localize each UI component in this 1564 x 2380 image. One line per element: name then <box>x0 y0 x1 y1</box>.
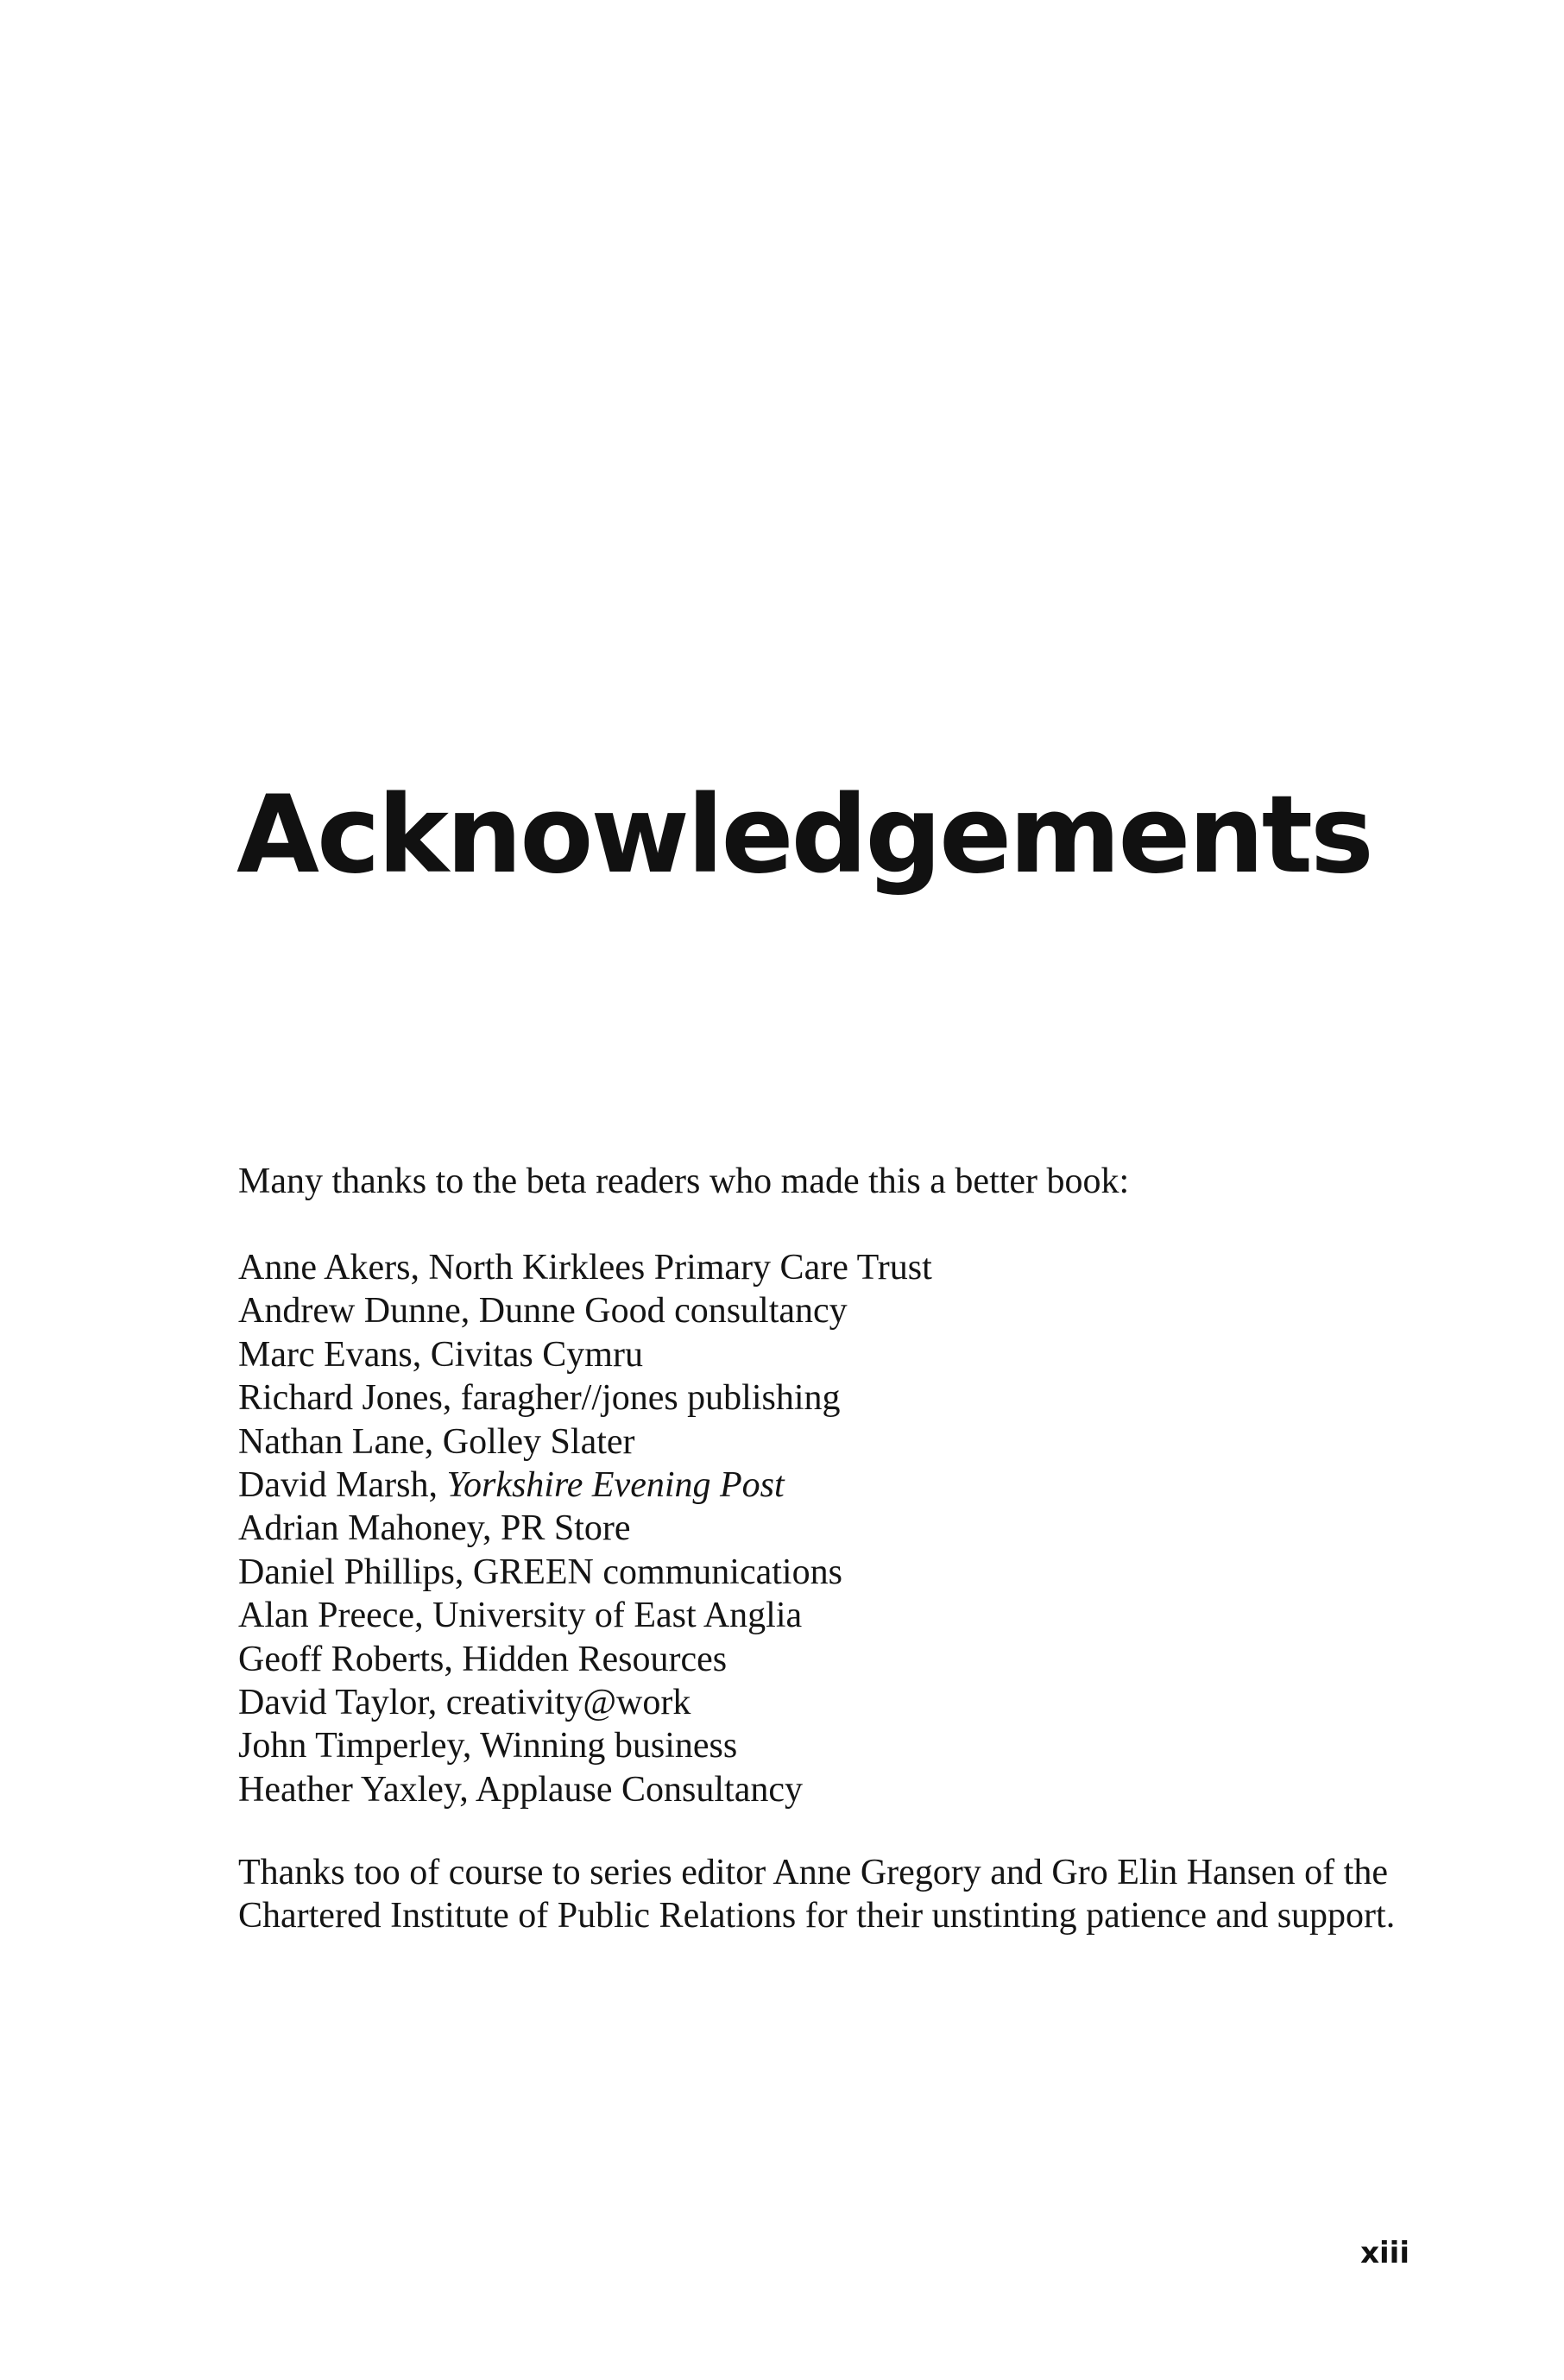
reader-org: GREEN communications <box>472 1552 842 1592</box>
reader-name: Daniel Phillips <box>238 1552 455 1592</box>
reader-org: Dunne Good consultancy <box>478 1291 848 1332</box>
reader-org: University of East Anglia <box>432 1596 803 1636</box>
reader-name: Heather Yaxley <box>238 1769 460 1810</box>
reader-name: David Taylor <box>238 1683 428 1723</box>
reader-name: Marc Evans <box>238 1334 413 1375</box>
closing-paragraph: Thanks too of course to series editor Anne Gregory and Gro Elin Hansen of the Chartered Institute of Public Relations for their unstinting patience and support. <box>238 1853 1396 1936</box>
reader-item: Geoff Roberts, Hidden Resources <box>238 1639 728 1679</box>
reader-item: David Marsh, Yorkshire Evening Post <box>238 1465 785 1506</box>
reader-org: faragher//jones publishing <box>460 1378 841 1419</box>
reader-item: John Timperley, Winning business <box>238 1726 738 1766</box>
reader-name: Adrian Mahoney <box>238 1508 483 1549</box>
reader-org: creativity@work <box>445 1683 691 1723</box>
reader-name: John Timperley <box>238 1726 463 1766</box>
reader-item: Alan Preece, University of East Anglia <box>238 1596 803 1636</box>
reader-org: PR Store <box>501 1508 631 1549</box>
reader-org: Civitas Cymru <box>430 1334 643 1375</box>
page-number: xiii <box>1360 2236 1409 2270</box>
page-title: Acknowledgements <box>236 773 1372 897</box>
reader-org: Yorkshire Evening Post <box>446 1465 785 1506</box>
reader-item: Andrew Dunne, Dunne Good consultancy <box>238 1291 848 1332</box>
reader-name: Richard Jones <box>238 1378 443 1419</box>
reader-item: David Taylor, creativity@work <box>238 1683 691 1723</box>
reader-name: Andrew Dunne <box>238 1291 461 1332</box>
reader-item: Heather Yaxley, Applause Consultancy <box>238 1769 804 1810</box>
reader-org: Golley Slater <box>442 1421 635 1462</box>
reader-name: David Marsh <box>238 1465 429 1506</box>
reader-name: Anne Akers <box>238 1248 411 1288</box>
reader-org: North Kirklees Primary Care Trust <box>428 1248 932 1288</box>
reader-item: Adrian Mahoney, PR Store <box>238 1508 631 1549</box>
beta-reader-list <box>238 1246 1422 1811</box>
reader-item: Anne Akers, North Kirklees Primary Care Trust <box>238 1248 932 1288</box>
reader-item: Nathan Lane, Golley Slater <box>238 1421 635 1462</box>
reader-item: Richard Jones, faragher//jones publishing <box>238 1378 841 1419</box>
reader-org: Applause Consultancy <box>475 1769 804 1810</box>
reader-item: Marc Evans, Civitas Cymru <box>238 1334 643 1375</box>
intro-paragraph: Many thanks to the beta readers who made this a better book: <box>238 1162 1130 1201</box>
reader-name: Alan Preece <box>238 1596 415 1636</box>
reader-item: Daniel Phillips, GREEN communications <box>238 1552 842 1592</box>
reader-name: Nathan Lane <box>238 1421 425 1462</box>
reader-org: Winning business <box>480 1726 738 1766</box>
reader-name: Geoff Roberts <box>238 1639 445 1679</box>
reader-org: Hidden Resources <box>462 1639 728 1679</box>
